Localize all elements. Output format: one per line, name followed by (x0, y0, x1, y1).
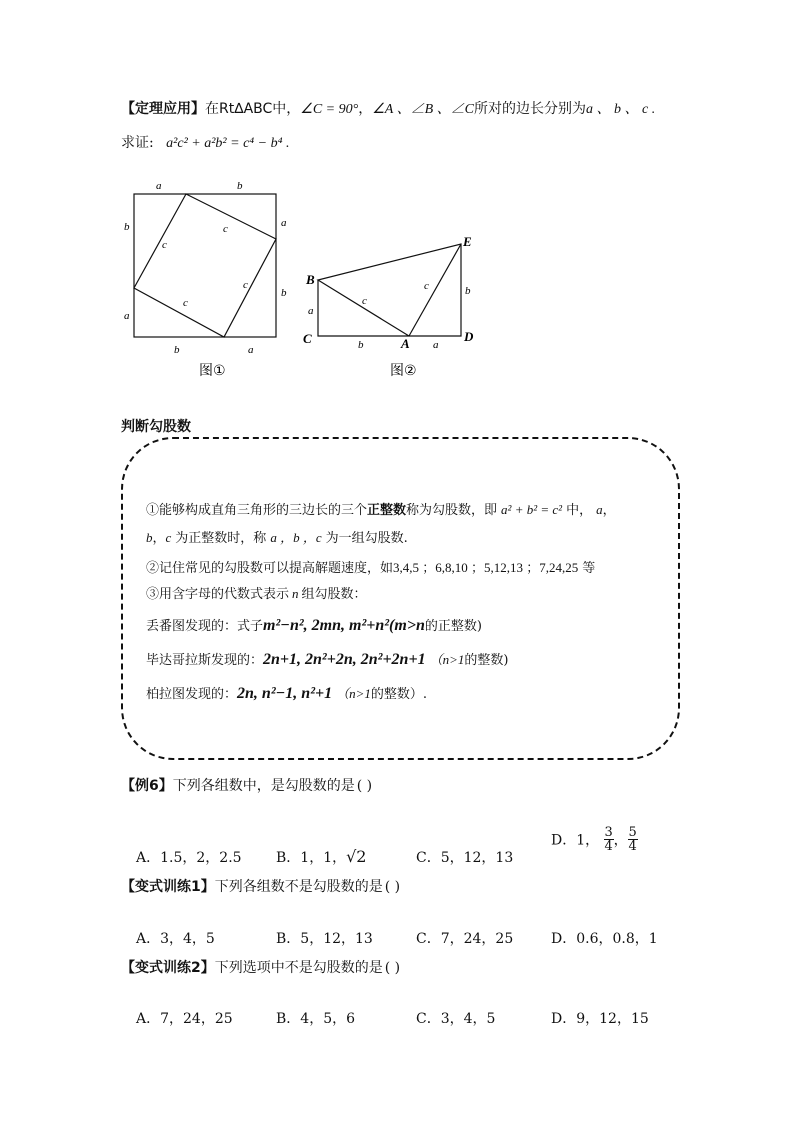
label-E: E (463, 234, 472, 249)
box-l3-nums: 3,4,5 ；6,8,10 ；5,12,13 ；7,24,25 (393, 560, 579, 575)
box-l1-bold: 正整数 (367, 503, 407, 518)
v2-option-a[interactable]: A．7，24，25 (136, 1011, 233, 1027)
sides: a 、 b 、 c . (585, 102, 656, 117)
box-l1-mid: 称为勾股数，即 (406, 503, 498, 518)
ex6-option-c[interactable]: C．5，12，13 (416, 850, 514, 866)
segment-ae (409, 244, 461, 336)
box-line-3 (146, 558, 595, 579)
fig2-a-bottom: a (433, 339, 439, 351)
section-title: 判断勾股数 (121, 419, 191, 435)
box-line-4 (146, 584, 367, 605)
fig2-b-right: b (465, 285, 471, 297)
v1-option-a[interactable]: A．3，4，5 (136, 931, 215, 947)
box-l3-pre: ②记住常见的勾股数可以提高解题速度，如 (146, 561, 394, 576)
box-l5-post: 的正整数) (424, 619, 482, 634)
v1-tag: 【变式训练1】 (121, 879, 215, 895)
fig1-bottom-a: a (248, 344, 254, 356)
label-C: C (303, 331, 312, 346)
prove-line (121, 133, 289, 154)
fig2-caption: 图② (390, 363, 417, 379)
label-B: B (306, 272, 315, 287)
angle-c: ∠C = 90° (300, 102, 359, 117)
ex6-d-pre: D．1， (551, 832, 600, 849)
label-D: D (464, 329, 474, 344)
theorem-line (121, 99, 655, 120)
prove-equation: a²c² + a²b² = c⁴ − b⁴ . (166, 136, 290, 151)
box-l1-eq: a² + b² = c² (501, 502, 563, 517)
v1-option-d[interactable]: D．0.6，0.8，1 (551, 931, 658, 947)
box-l6-post: 的整数) (464, 653, 509, 668)
fig2-c-right: c (424, 280, 429, 292)
box-l1-post: 中， (566, 503, 593, 518)
variant-2-question (121, 958, 400, 978)
fig1-c-right: c (243, 279, 248, 291)
box-l4-pre: ③用含字母的代数式表示 (146, 587, 290, 602)
box-l5-pre: 丢番图发现的：式子 (146, 619, 264, 634)
fraction-5-4 (628, 826, 638, 853)
fig2-a-left: a (308, 305, 314, 317)
ex6-paren: ( ) (356, 778, 373, 794)
theorem-comma: ， (358, 101, 373, 117)
theorem-pre: 在 (205, 101, 219, 117)
frac2-num: 5 (628, 825, 637, 840)
outer-square (134, 194, 276, 337)
box-line-7 (146, 684, 427, 705)
sides-text: 所对的边长分别为 (473, 101, 586, 117)
v2-tag: 【变式训练2】 (121, 960, 215, 976)
theorem-tag: 【定理应用】 (121, 101, 205, 117)
box-l2-mid: 为正整数时，称 (175, 531, 267, 546)
fig1-c-left: c (162, 239, 167, 251)
frac1-den: 4 (604, 839, 613, 854)
fig1-left-a: a (124, 310, 130, 322)
ex6-b-sqrt: √2 (346, 847, 367, 866)
ex6-tag: 【例6】 (121, 778, 173, 794)
box-l7-cond: （n>1 (336, 686, 371, 701)
box-l6-pre: 毕达哥拉斯发现的： (146, 653, 264, 668)
ex6-option-d[interactable] (551, 826, 638, 853)
box-l6-cond: （n>1 (429, 652, 465, 667)
ex6-option-a[interactable]: A．1.5，2，2.5 (136, 850, 242, 866)
box-line-1 (146, 500, 616, 521)
box-l4-n: n (292, 586, 299, 601)
box-l7-pre: 柏拉图发现的： (146, 687, 238, 702)
ex6-option-b[interactable] (276, 847, 366, 867)
v2-option-d[interactable]: D．9，12，15 (551, 1011, 649, 1027)
label-A: A (401, 336, 410, 351)
trapezoid-lines (318, 244, 461, 336)
fig1-caption: 图① (199, 363, 226, 379)
box-l1-comma: ， (602, 503, 616, 518)
v2-option-c[interactable]: C．3，4，5 (416, 1011, 496, 1027)
frac2-den: 4 (628, 839, 637, 854)
variant-1-question (121, 877, 400, 897)
fig1-left-b: b (124, 221, 130, 233)
v1-option-b[interactable]: B．5，12，13 (276, 931, 373, 947)
box-l7-post: 的整数）. (370, 687, 428, 702)
angles: ∠A 、∠B 、∠C (372, 102, 474, 117)
fig1-c-top: c (223, 223, 228, 235)
fig1-bottom-b: b (174, 344, 180, 356)
triangle-name: Rt∆ABC (219, 101, 273, 117)
ex6-d-sep: ， (613, 832, 628, 849)
box-l6-eq: 2n+1, 2n²+2n, 2n²+2n+1 (263, 651, 426, 668)
fig1-c-bottom: c (183, 297, 188, 309)
box-l4-post: 组勾股数： (301, 587, 367, 602)
fig1-top-b: b (237, 180, 243, 192)
fig1-top-a: a (156, 180, 162, 192)
v2-question: 下列选项中不是勾股数的是 (214, 960, 383, 976)
v2-option-b[interactable]: B．4，5，6 (276, 1011, 356, 1027)
fig1-right-a: a (281, 217, 287, 229)
theorem-mid: 中， (272, 101, 301, 117)
v1-paren: ( ) (384, 879, 401, 895)
box-l5-eq: m²−n², 2mn, m²+n²(m>n (263, 617, 425, 634)
box-l2-comma: ， (152, 531, 166, 546)
box-line-5 (146, 616, 482, 637)
box-line-6 (146, 650, 508, 671)
ex6-question: 下列各组数中，是勾股数的是 (172, 778, 355, 794)
prove-label: 求证: (121, 135, 154, 151)
box-l2-abc: a ，b ，c (270, 530, 322, 545)
box-l2-post: 为一组勾股数. (325, 531, 408, 546)
fig1-right-b: b (281, 287, 287, 299)
example-6-question (121, 776, 372, 796)
figure-2 (298, 228, 488, 386)
box-l2-b: b (146, 530, 153, 545)
box-l3-post: 等 (582, 561, 596, 576)
box-line-2 (146, 528, 408, 549)
v1-option-c[interactable]: C．7，24，25 (416, 931, 514, 947)
inner-square (134, 194, 276, 337)
fig2-c-left: c (362, 295, 367, 307)
v1-question: 下列各组数不是勾股数的是 (214, 879, 383, 895)
fig2-b-bottom: b (358, 339, 364, 351)
v2-paren: ( ) (384, 960, 401, 976)
box-l1-pre: ①能够构成直角三角形的三边长的三个 (146, 503, 368, 518)
box-l2-c: c (165, 530, 172, 545)
box-l1-a: a (596, 502, 603, 517)
fraction-3-4 (604, 826, 614, 853)
ex6-b-pre: B．1，1， (276, 850, 347, 866)
figure-1 (115, 176, 295, 386)
frac1-num: 3 (604, 825, 613, 840)
box-l7-eq: 2n, n²−1, n²+1 (237, 685, 333, 702)
